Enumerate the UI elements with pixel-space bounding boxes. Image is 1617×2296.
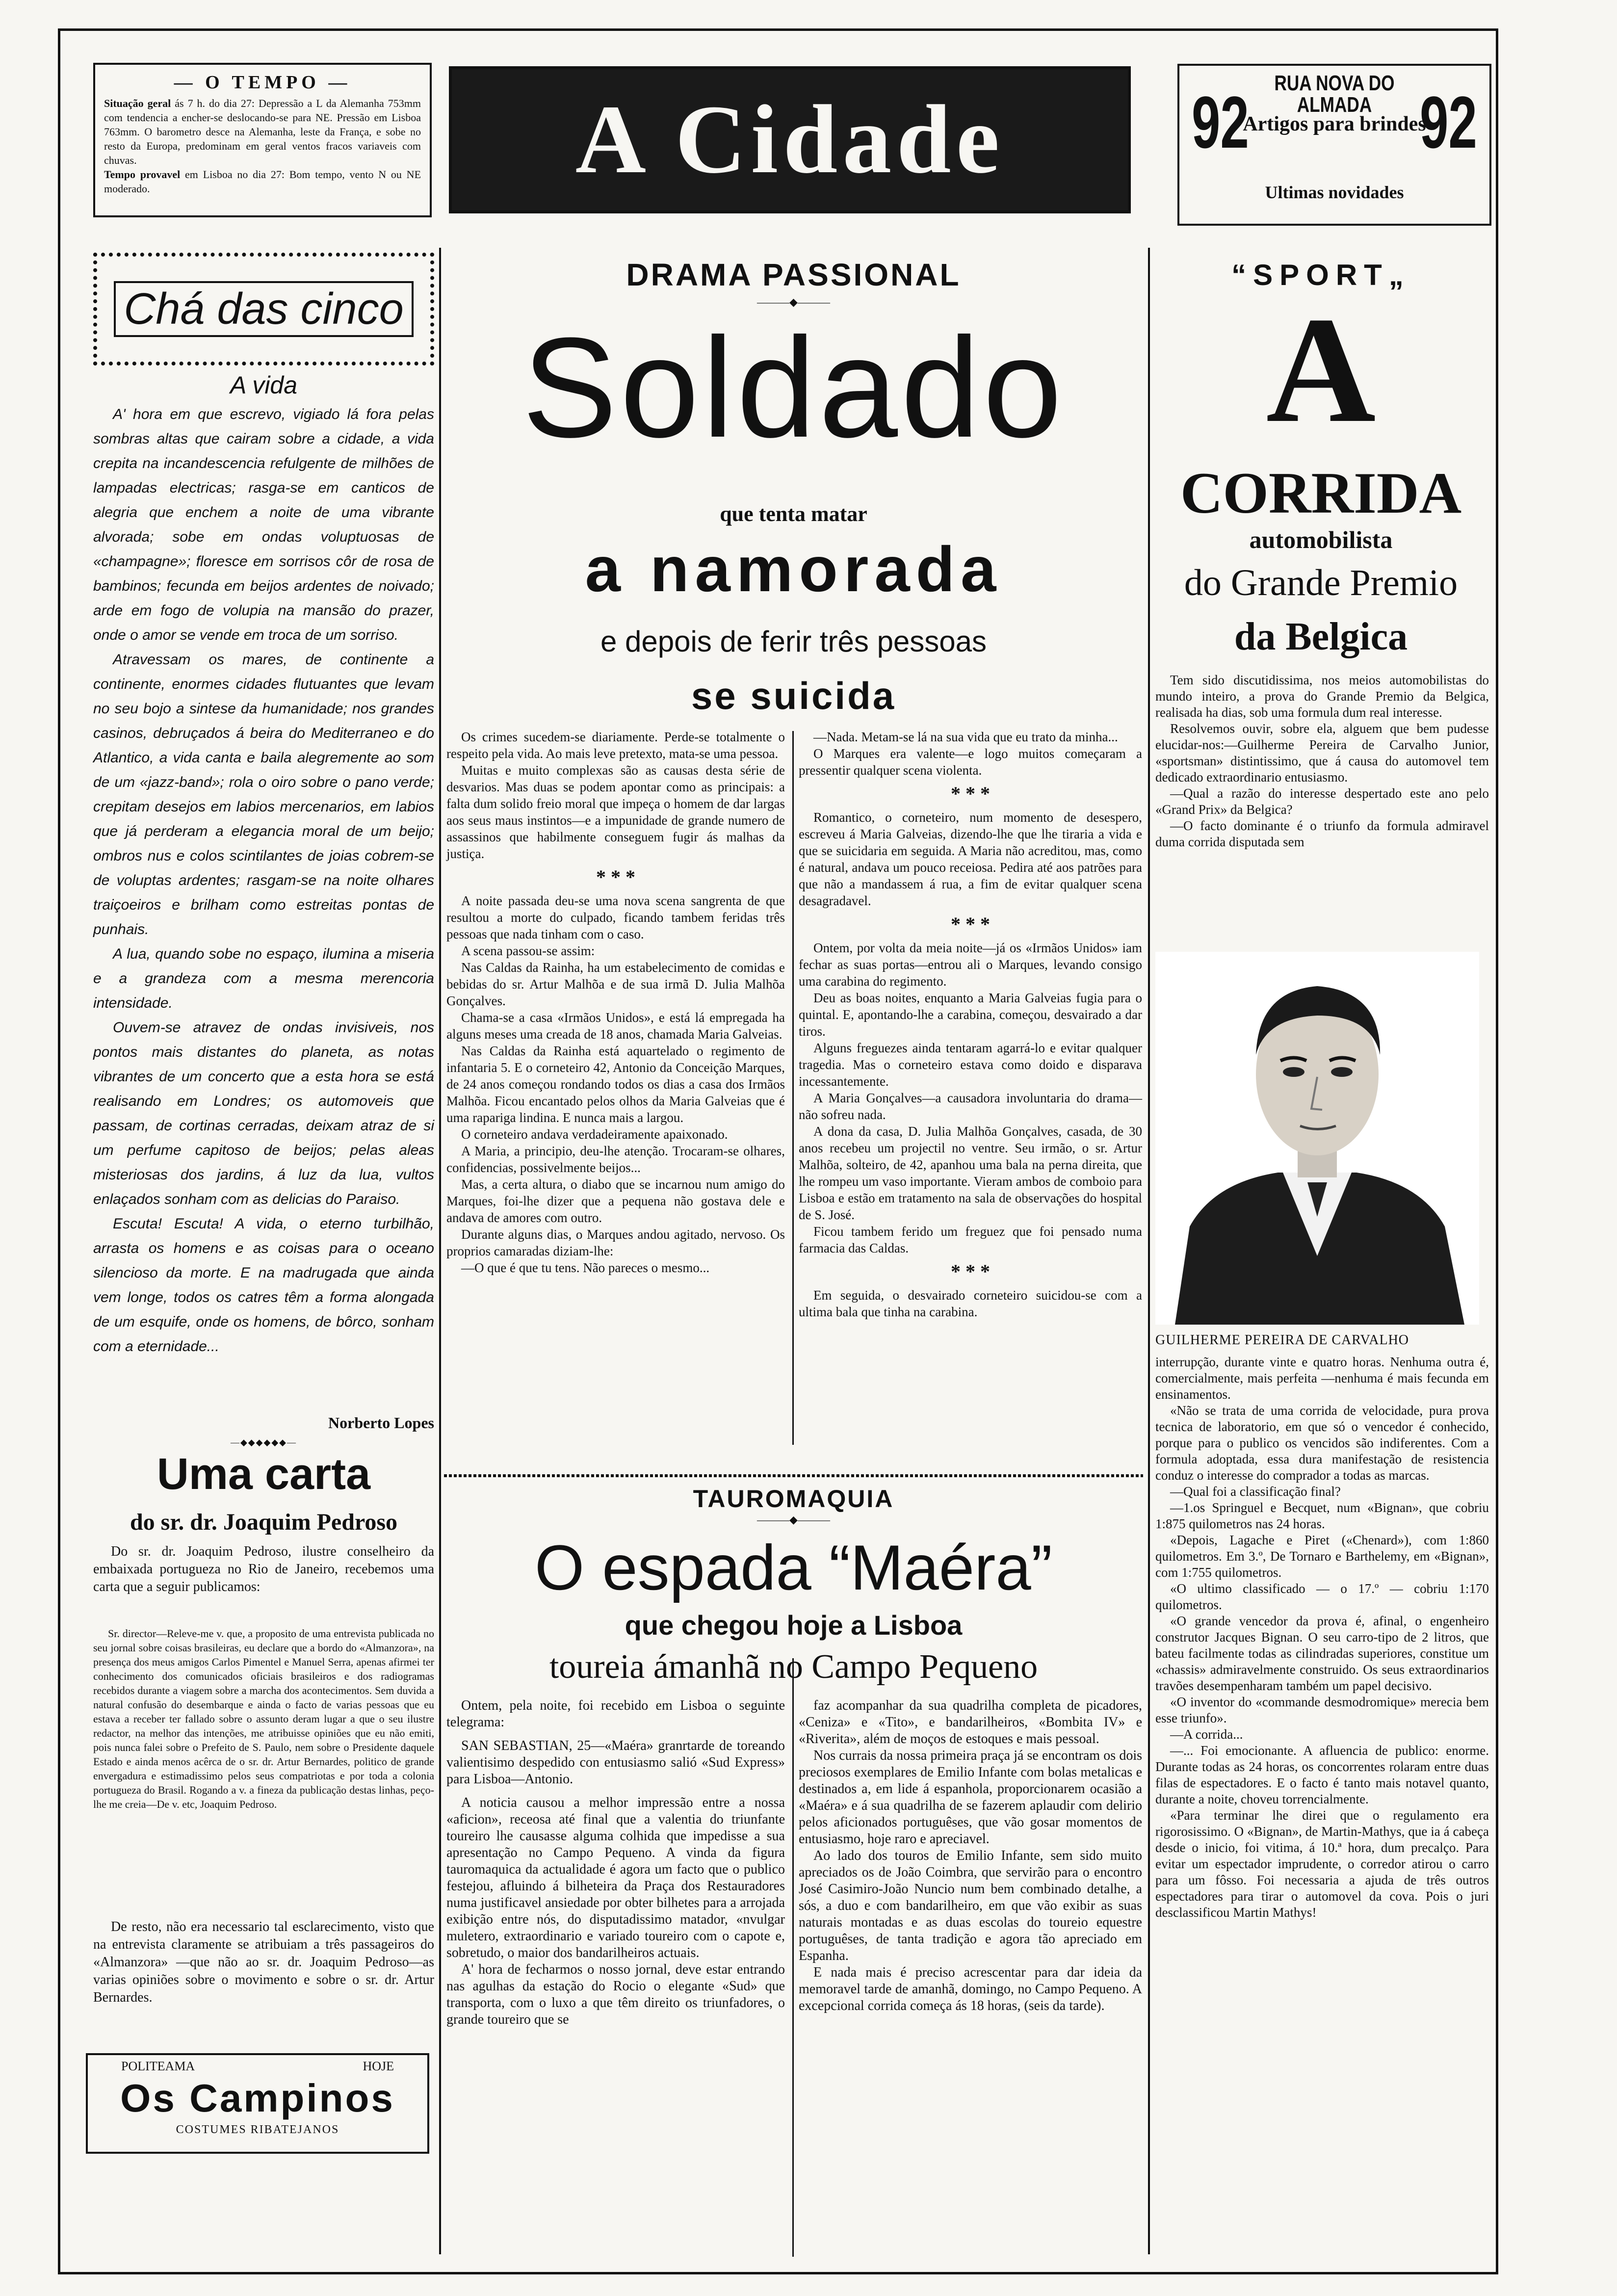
section-divider xyxy=(444,1474,1143,1477)
column-rule-tauro xyxy=(792,1658,794,2257)
headline-deck-4: se suicida xyxy=(691,674,896,717)
drama-column-2 xyxy=(799,729,1142,1320)
drama-paragraph: A noite passada deu-se uma nova scena sangrenta de que resultou a morte do culpado, ficando tambem feridas três pessoas que nada tinham com o caso. xyxy=(446,893,785,941)
column-rule-right xyxy=(1148,248,1150,2254)
weather-title: — O TEMPO — xyxy=(174,72,351,93)
drama-kicker: DRAMA PASSIONAL xyxy=(626,257,961,292)
drama-paragraph: A scena passou-se assim: xyxy=(461,943,595,958)
drama-paragraph: A Maria, a principio, deu-lhe atenção. Trocaram-se olhares, confidencias, possivelmente beijos... xyxy=(446,1144,785,1175)
drama-paragraph: Durante alguns dias, o Marques andou agitado, nervoso. Os proprios camaradas diziam-lhe: xyxy=(446,1227,785,1258)
drama-paragraph: Chama-se a casa «Irmãos Unidos», e está lá empregada ha alguns meses uma creada de 18 anos, chamada Maria Galveias. xyxy=(446,1010,785,1042)
section-stars: * * * xyxy=(951,783,990,805)
advert-bottom: Ultimas novidades xyxy=(1265,183,1404,202)
weather-body xyxy=(104,96,421,196)
section-stars: * * * xyxy=(951,913,990,935)
sport-paragraph: —Qual a razão do interesse despertado este ano pelo «Grand Prix» da Belgica? xyxy=(1155,786,1489,817)
main-headline: Soldado xyxy=(522,308,1065,467)
tauro-column-1 xyxy=(446,1697,785,2028)
drama-paragraph: O Marques era valente—e logo muitos começaram a pressentir qualquer scena violenta. xyxy=(799,746,1142,778)
tauro-kicker: TAUROMAQUIA xyxy=(693,1485,894,1513)
sport-deck-1: CORRIDA xyxy=(1180,460,1462,525)
carta-subtitle: do sr. dr. Joaquim Pedroso xyxy=(130,1509,397,1535)
sport-paragraph: Resolvemos ouvir, sobre ela, alguem que bem pudesse elucidar-nos:—Guilherme Pereira de Carvalho Junior, «sportsman» distintissimo, que á causa do automovel tem dedicado extraordinario entusiasmo. xyxy=(1155,721,1489,784)
politeama-label: POLITEAMA xyxy=(121,2059,195,2073)
column-rule-center xyxy=(792,731,794,1445)
sport-kicker: “SPORT„ xyxy=(1231,259,1410,291)
sport-deck-3: do Grande Premio xyxy=(1184,562,1458,603)
sport-paragraph: —A corrida... xyxy=(1170,1727,1243,1742)
drama-paragraph: A dona da casa, D. Julia Malhõa Gonçalves, casada, de 30 anos recebeu um projectil no ventre. Seu irmão, o sr. Artur Malhõa, solteiro, de 42, apanhou uma bala na perna direita, que lhe rompeu um vaso importante. Vieram ambos de comboio para Lisboa e estão em tratamento na sala de observações do hospital de S. José. xyxy=(799,1124,1142,1222)
column-rule-left xyxy=(439,248,441,2254)
politeama-title: Os Campinos xyxy=(120,2076,395,2120)
a-vida-text xyxy=(93,402,434,1359)
sport-paragraph: «O inventor do «commande desmodromique» merecia bem esse triunfo». xyxy=(1155,1695,1489,1725)
photo-caption: GUILHERME PEREIRA DE CARVALHO xyxy=(1155,1332,1409,1348)
sport-deck-4: da Belgica xyxy=(1234,615,1408,658)
drama-paragraph: Alguns freguezes ainda tentaram agarrá-lo e evitar qualquer tragedia. Mas o corneteiro estava como doido e disparava incessantemente. xyxy=(799,1041,1142,1089)
weather-box xyxy=(93,63,432,217)
tauro-paragraph: Ontem, pela noite, foi recebido em Lisboa o seguinte telegrama: xyxy=(446,1698,785,1730)
advert-box xyxy=(1177,64,1491,226)
sport-paragraph: interrupção, durante vinte e quatro horas. Nenhuma outra é, comercialmente, mais perfeita —nenhuma é mais fecunda em ensinamentos. xyxy=(1155,1355,1489,1402)
sport-deck-2: automobilista xyxy=(1249,526,1393,553)
drama-column-1 xyxy=(446,729,785,1276)
sport-paragraph: Tem sido discutidissima, nos meios automobilistas do mundo inteiro, a prova do Grande Premio da Belgica, realisada ha dias, sob uma formula dum real interesse. xyxy=(1155,673,1489,720)
tauro-paragraph: E nada mais é preciso acrescentar para dar ideia da memoravel tarde de amanhã, domingo, no Campo Pequeno. A excepcional corrida começa ás 18 horas, (seis da tarde). xyxy=(799,1965,1142,2013)
drama-paragraph: Deu as boas noites, enquanto a Maria Galveias fugia para o quintal. E, apontando-lhe a carabina, começou, desvairado a dar tiros. xyxy=(799,991,1142,1039)
weather-tempo-text: em Lisboa no dia 27: Bom tempo, vento N ou NE moderado. xyxy=(104,168,421,195)
tauro-paragraph: Ao lado dos touros de Emilio Infante, sem sido muito apreciados os de João Coimbra, que servirão para o encontro José Casimiro-João Nuncio num bem combinado detalhe, a sós, a duo e com bandarilheiro, em que vão exibir as suas naturais montadas e as duas escolas do toureio equestre portuguêses, de tanta tradição e agora tão apreciado em Espanha. xyxy=(799,1848,1142,1963)
carta-intro: Do sr. dr. Joaquim Pedroso, ilustre conselheiro da embaixada portugueza no Rio de Janeiro, recebemos uma carta que a seguir publicamos: xyxy=(93,1544,434,1594)
politeama-ad xyxy=(86,2053,429,2154)
cha-das-cinco-title: Chá das cinco xyxy=(114,281,413,337)
sport-paragraph: «O grande vencedor da prova é, afinal, o engenheiro construtor Jacques Bignan. O seu carro-tipo de 2 litros, que bateu facilmente todas as cilindradas superiores, constitue um «chassis» admiravelmente construido. Os seus extraordinarios travões desempenharam também um papel decisivo. xyxy=(1155,1614,1489,1693)
carta-title: Uma carta xyxy=(156,1450,371,1499)
politeama-hoje: HOJE xyxy=(363,2059,394,2073)
headline-deck-2: a namorada xyxy=(585,533,1002,605)
tauro-deck-1: que chegou hoje a Lisboa xyxy=(625,1610,963,1641)
sport-paragraph: —1.os Springuel e Becquet, num «Bignan», que cobriu 1:875 quilometros nas 24 horas. xyxy=(1155,1500,1489,1531)
kicker-ornament: ———◆——— xyxy=(757,296,830,308)
a-vida-paragraph: A' hora em que escrevo, vigiado lá fora pelas sombras altas que cairam sobre a cidade, a vida crepita na incandescencia refulgente de milhões de lampadas electricas; rasga-se em canticos de alegria que enchem a noite de uma vibrante alvorada; sobe em ondas voluptuosas de «champagne»; floresce em sorrisos côr de rosa de bambinos; fecunda em beijos ardentes de noivado; arde em fogo de volupia na mansão do prazer, onde o amor se vende em troca de um sorriso. xyxy=(93,406,434,643)
sport-paragraph: —O facto dominante é o triunfo da formula admiravel duma corrida disputada sem xyxy=(1155,818,1489,849)
sport-paragraph: —... Foi emocionante. A afluencia de publico: enorme. Durante todas as 24 horas, os concorrentes rolaram entre duas filas de espectadores. E o facto é tanto mais notavel quanto, durante a noite, choveu torrencialmente. xyxy=(1155,1743,1489,1806)
a-vida-title: A vida xyxy=(230,371,298,399)
a-vida-paragraph: Ouvem-se atravez de ondas invisiveis, nos pontos mais distantes do planeta, as notas vibrantes de um concerto que a esta hora se está realisando em Londres; os automoveis que passam, de cortinas cerradas, deixam atraz de si um perfume capitoso de beijos; pelas aleas misteriosas dos jardins, á luz da lua, vultos enlaçados sonham com as delicias do Paraiso. xyxy=(93,1019,434,1207)
drama-paragraph: A Maria Gonçalves—a causadora involuntaria do drama—não sofreu nada. xyxy=(799,1091,1142,1122)
carta-closing: De resto, não era necessario tal esclarecimento, visto que na entrevista claramente se atribuiam a três passageiros do «Almanzora» —que não ao sr. dr. Joaquim Pedroso—as varias opiniões sobre o movimento e sobre o sr. dr. Artur Bernardes. xyxy=(93,1919,434,2005)
tauro-deck-2: toureia ámanhã no Campo Pequeno xyxy=(549,1648,1038,1686)
advert-number-left: 92 xyxy=(1192,81,1249,163)
politeama-subtitle: COSTUMES RIBATEJANOS xyxy=(176,2123,339,2136)
tauro-paragraph: SAN SEBASTIAN, 25—«Maéra» granrtarde de toreando valientisimo despedido con entusiasmo salió «Sud Express» para Lisboa—Antonio. xyxy=(446,1738,785,1787)
section-stars: * * * xyxy=(951,1260,990,1282)
masthead: A Cidade xyxy=(449,66,1131,213)
headline-deck-1: que tenta matar xyxy=(720,502,867,526)
weather-situacao-text: ás 7 h. do dia 27: Depressão a L da Alemanha 753mm com tendencia a encher-se deslocando-se para NE. Pressão em Lisboa 763mm. O barometro desce na Alemanha, leste da França, e sobe no resto da Europa, predominam em geral ventos fracos variaveis com chuvas. xyxy=(104,97,421,166)
portrait-photo xyxy=(1155,952,1479,1325)
weather-situacao-label: Situação geral xyxy=(104,97,171,109)
sport-rest xyxy=(1155,1354,1489,1921)
author-signature: Norberto Lopes xyxy=(328,1414,434,1432)
a-vida-paragraph: A lua, quando sobe no espaço, ilumina a miseria e a grandeza com a mesma merencoria intensidade. xyxy=(93,946,434,1011)
drama-paragraph: Romantico, o corneteiro, num momento de desespero, escreveu á Maria Galveias, dizendo-lhe que lhe tiraria a vida e que se suicidaria em seguida. A Maria não acreditou, mas, como é natural, andava um pouco receiosa. Pedira até aos patrões para que não a mandassem á rua, a fim de evitar qualquer scena desagradavel. xyxy=(799,810,1142,908)
tauro-paragraph: Nos currais da nossa primeira praça já se encontram os dois preciosos exemplares de Emilio Infante com bolas metalicas e destinados a, em lide á espanhola, proporcionarem ocasião a «Maéra» e á sua quadrilha de se fazerem aplaudir com delirio pelos aficionados portuguêses, que vão gosar momentos de entusiasmo, hoje raro e apreciavel. xyxy=(799,1748,1142,1847)
cha-das-cinco-box xyxy=(93,253,434,365)
headline-deck-3: e depois de ferir três pessoas xyxy=(600,625,987,658)
sport-paragraph: «O ultimo classificado — o 17.º — cobriu 1:170 quilometros. xyxy=(1155,1581,1489,1612)
tauro-paragraph: faz acompanhar da sua quadrilha completa de picadores, «Ceniza» e «Tito», e bandarilheiros, «Bombita IV» e «Riverita», além de moços de estoques e mais pessoal. xyxy=(799,1698,1142,1747)
drama-paragraph: Mas, a certa altura, o diabo que se incarnou num amigo do Marques, foi-lhe dizer que a pequena não gostava dele e andava de amores com outro. xyxy=(446,1177,785,1225)
tauro-paragraph: A' hora de fecharmos o nosso jornal, deve estar entrando nas agulhas da estação do Rocio o elegante «Sud» que transporta, com o luxo a que têm direito os triunfadores, o grande toureiro que se xyxy=(446,1962,785,2027)
advert-number-right: 92 xyxy=(1420,81,1477,163)
drama-paragraph: Os crimes sucedem-se diariamente. Perde-se totalmente o respeito pela vida. Ao mais leve pretexto, mata-se uma pessoa. xyxy=(446,730,785,761)
advert-line: Artigos para brindes xyxy=(1243,113,1426,135)
sport-paragraph: «Não se trata de uma corrida de velocidade, pura prova tecnica de laboratorio, em que só o vencedor é conhecido, porque para o publico os vencidos são indiferentes. Com a formula adoptada, essa dura manifestação de resistencia conduz o interesse do comprador a todas as marcas. xyxy=(1155,1403,1489,1483)
portrait-illustration xyxy=(1155,952,1479,1325)
tauro-ornament: ———◆——— xyxy=(757,1513,830,1526)
drama-paragraph: Ficou tambem ferido um freguez que foi pensado numa farmacia das Caldas. xyxy=(799,1224,1142,1255)
sport-paragraph: —Qual foi a classificação final? xyxy=(1170,1484,1341,1499)
sport-paragraph: «Depois, Lagache e Piret («Chenard»), com 1:860 quilometros. Em 3.º, De Tornaro e Barthelemy, em «Bignan», com 1:755 quilometros. xyxy=(1155,1533,1489,1580)
drama-paragraph: O corneteiro andava verdadeiramente apaixonado. xyxy=(461,1127,728,1142)
sport-big-letter: A xyxy=(1266,286,1376,454)
drama-paragraph: Nas Caldas da Rainha, ha um estabelecimento de comidas e bebidas do sr. Artur Malhõa e de sua irmã D. Julia Malhõa Gonçalves. xyxy=(446,960,785,1008)
drama-paragraph: Muitas e muito complexas são as causas desta série de desvarios. Mas duas se podem apontar como as principais: a falta dum solido freio moral que impeça o homem de dar largas aos seus maus instintos—e a impunidade de grande numero de assassinos que habilmente conseguem fugir ás malhas da justiça. xyxy=(446,763,785,861)
drama-paragraph: Ontem, por volta da meia noite—já os «Irmãos Unidos» iam fechar as suas portas—entrou ali o Marques, levando consigo uma carabina do regimento. xyxy=(799,940,1142,989)
section-stars: * * * xyxy=(596,866,635,888)
carta-letter: Sr. director—Releve-me v. que, a proposito de uma entrevista publicada no seu jornal sobre coisas brasileiras, eu declare que a bordo do «Almanzora», na presença dos meus amigos Carlos Pimentel e Manuel Serra, apenas afirmei ter conhecimento dos comunicados oficiais brasileiros e dos radiogramas recebidos durante a viagem sobre a marcha dos acontecimentos. Sem duvida a natural confusão do desembarque e ainda o facto de varias pessoas que eu estava a receber ter fallado sobre o assunto deram lugar a que o seu ilustre redactor, na melhor das intenções, me atribuisse opiniões que eu não emiti, pois nunca falei sobre o Prefeito de S. Paulo, nem sobre o Presidente daquele Estado e ainda menos acêrca de o sr. dr. Artur Bernardes, politico de grande envergadura e estimadissimo pelos seus compatriotas e por toda a colonia portugueza do Brasil. Rogando a v. a fineza da publicação destas linhas, peço-lhe me creia—De v. etc, Joaquim Pedroso. xyxy=(93,1627,434,1810)
tauro-column-2 xyxy=(799,1697,1142,2014)
tauro-paragraph: A noticia causou a melhor impressão entre a nossa «aficion», receosa até final que a valentia do triunfante toureiro lhe causasse alguma colhida que impedisse a sua apresentação no Campo Pequeno. A vinda da figura tauromaquica da actualidade é agora um facto que o publico festejou, afluindo á bilheteira da Praça dos Restauradores numa justificavel ansiedade por obter bilhetes para a arrojada exibição entre nós, do disputadissimo matador, «nvulgar muletero, extraordinario e variado toureiro com o capote e, sobretudo, o maior dos bandarilheiros actuais. xyxy=(446,1795,785,1960)
drama-paragraph: Nas Caldas da Rainha está aquartelado o regimento de infantaria 5. E o corneteiro 42, Antonio da Conceição Marques, de 24 anos começou rondando todos os dias a casa dos Irmãos Malhõa. Ficou encantado pelos olhos da Maria Galveias que é uma rapariga lindina. E nunca mais a largou. xyxy=(446,1044,785,1125)
a-vida-paragraph: Atravessam os mares, de continente a continente, enormes cidades flutuantes que levam no seu bojo a sintese da humanidade; nos grandes casinos, debruçados á beira do Mediterraneo e do Atlantico, a vida canta e baila alegremente ao som de um «jazz-band»; rola o oiro sobre o pano verde; crepitam desejos em labios mercenarios, em labios que já perderam a elegancia moral de um beijo; ombros nus e colos scintilantes de joias cobrem-se de voluptas ardentes; rasgam-se na noite olhares traiçoeiros e brilham como estreitas pontas de punhais. xyxy=(93,652,434,938)
ornament-divider: —◆◆◆◆◆◆— xyxy=(230,1437,297,1447)
drama-paragraph: Em seguida, o desvairado corneteiro suicidou-se com a ultima bala que tinha na carabina. xyxy=(799,1288,1142,1319)
weather-tempo-label: Tempo provavel xyxy=(104,168,181,181)
drama-paragraph: —O que é que tu tens. Não pareces o mesmo... xyxy=(461,1260,710,1275)
sport-paragraph: «Para terminar lhe direi que o regulamento era rigorosissimo. O «Bignan», de Martin-Mathys, que ia á cabeça desde o inicio, foi vitima, á 10.ª hora, dum precalço. Para evitar um espectador imprudente, o corredor atirou o carro para um fôsso. Foi necessaria a ajuda de três outros espectadores para tirar o automovel da cova. Pois o juri desclassificou Martin Mathys! xyxy=(1155,1808,1489,1920)
a-vida-paragraph: Escuta! Escuta! A vida, o eterno turbilhão, arrasta os homens e as coisas para o oceano silencioso da morte. E na madrugada que ainda vem longe, todos os catres têm a forma alongada de um esquife, onde os homens, de bôrco, sonham com a eternidade... xyxy=(93,1216,434,1355)
drama-paragraph: —Nada. Metam-se lá na sua vida que eu trato da minha... xyxy=(813,730,1118,744)
sport-intro xyxy=(1155,672,1489,850)
advert-street: RUA NOVA DO ALMADA xyxy=(1274,71,1395,117)
tauro-headline: O espada “Maéra” xyxy=(535,1532,1052,1603)
